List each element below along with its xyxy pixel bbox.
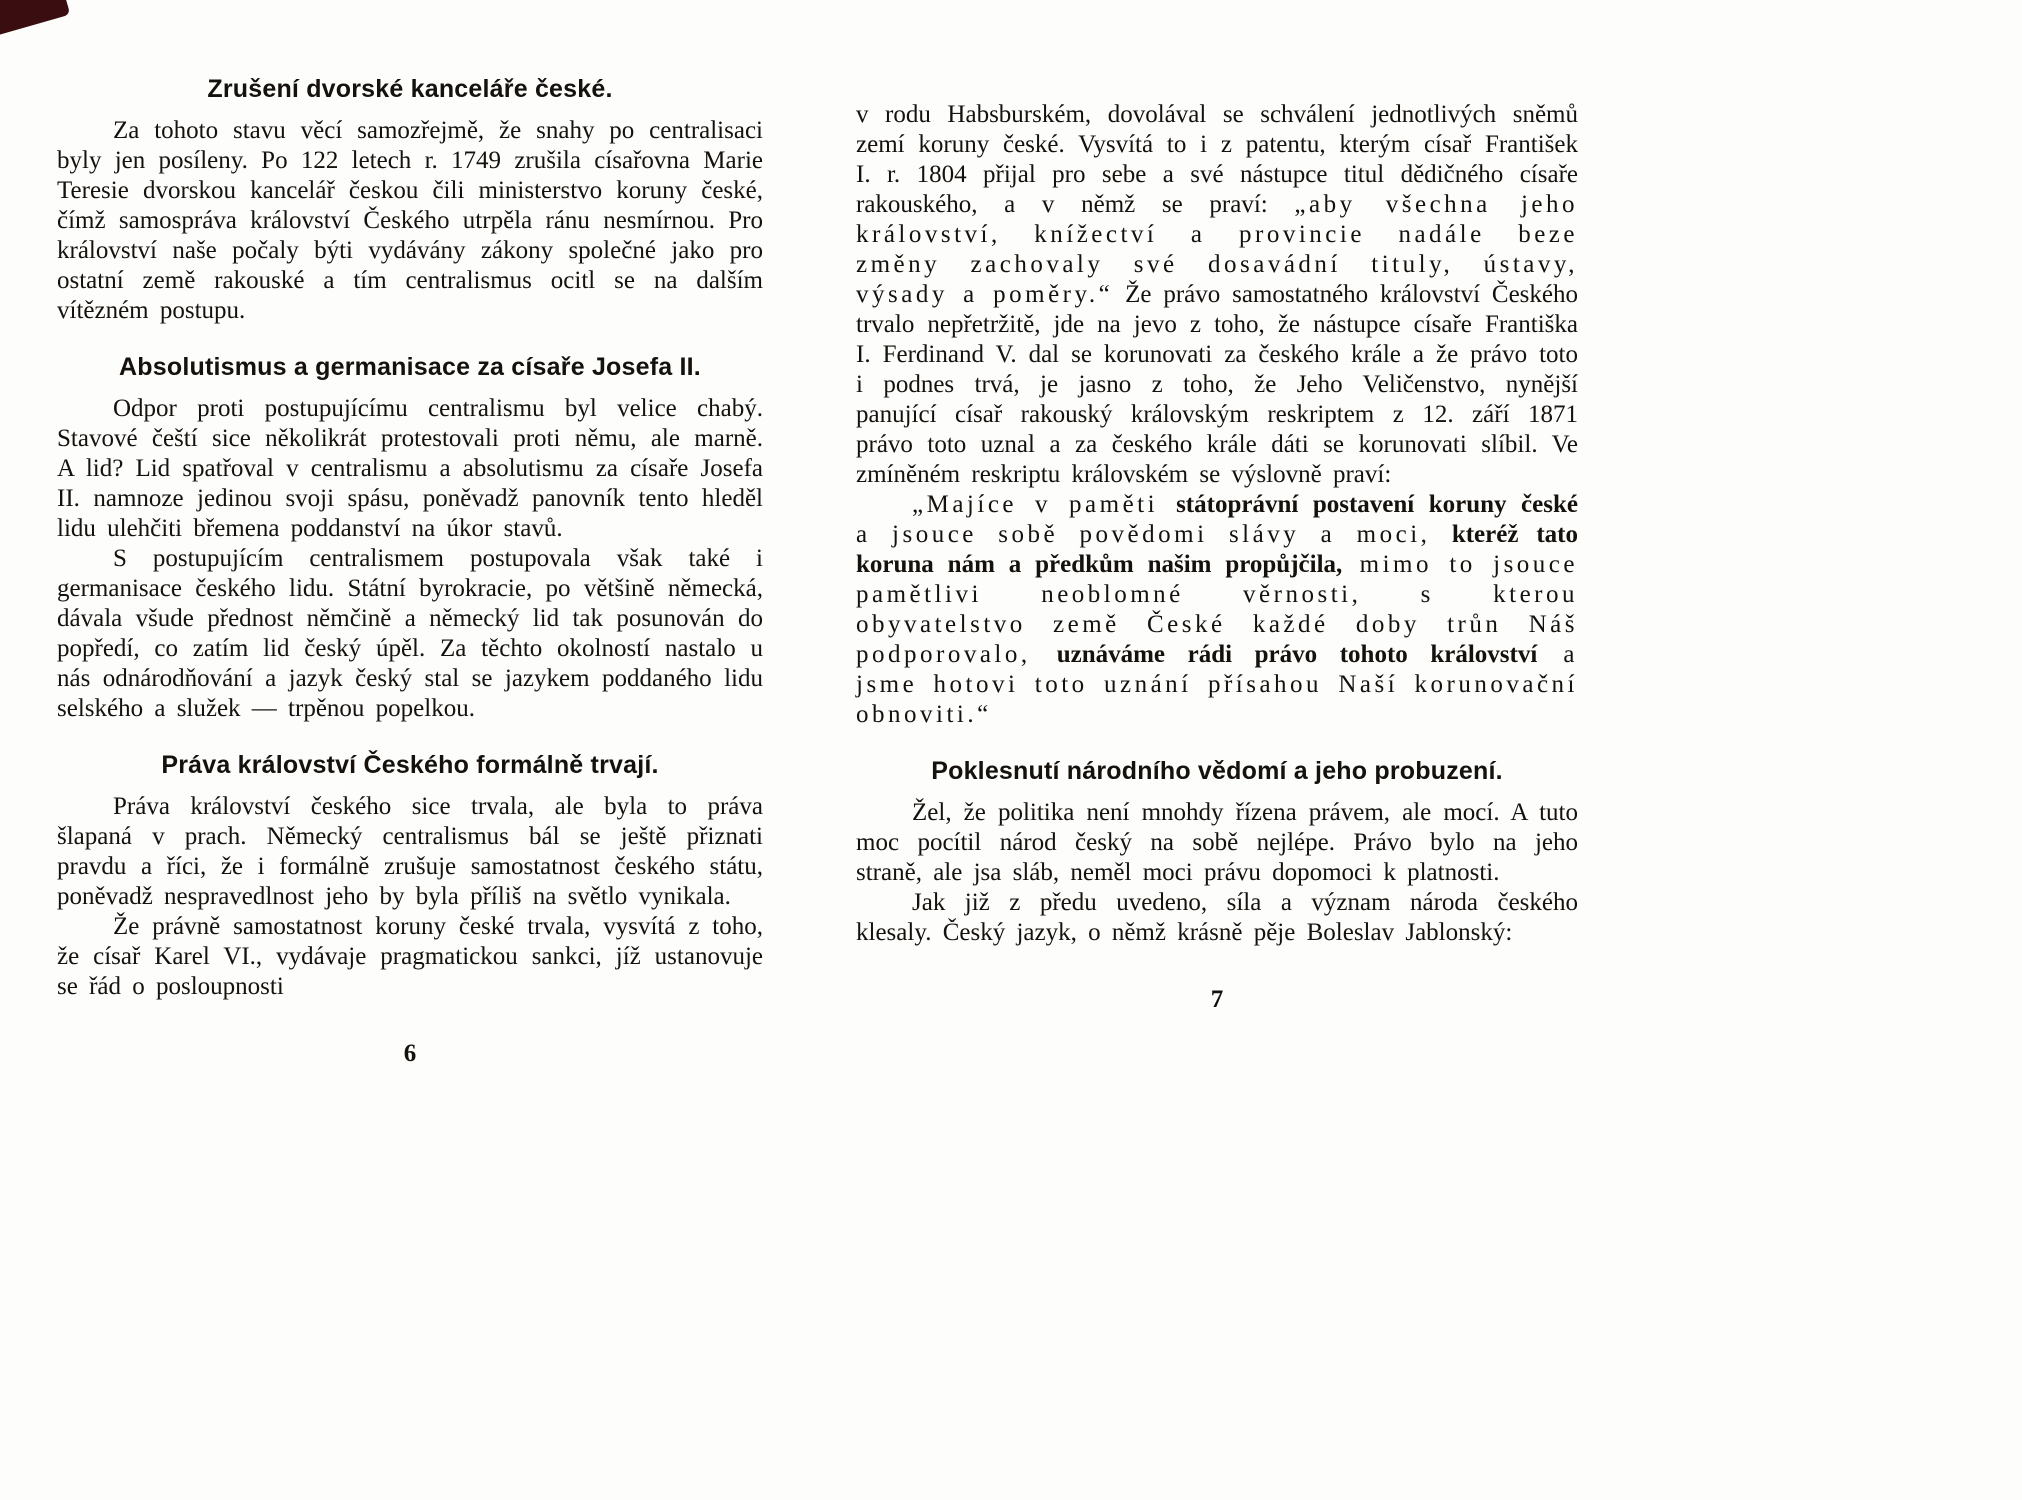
paragraph: Práva království českého sice trvala, ale byla to práva šlapaná v prach. Německý centralismus bál se ještě přiznati pravdu a říci, že i formálně zrušuje samostatnost českého státu, poněvadž nespravedlnost jeho by byla příliš na světlo vynikala. — [57, 793, 763, 910]
section-heading: Absolutismus a germanisace za císaře Josefa II. — [119, 353, 701, 381]
text-run-spaced: mimo to jsouce pamětlivi neoblomné věrnosti, s kterou obyvatelstvo země České každé doby trůn Náš podporovalo, — [856, 551, 1578, 668]
text-run-spaced: a jsme hotovi toto uznání přísahou Naší korunovační obnoviti.“ — [856, 641, 1578, 728]
page-number: 6 — [403, 1040, 417, 1067]
paragraph: Jak již z předu uvedeno, síla a význam národa českého klesaly. Český jazyk, o němž krásně pěje Boleslav Jablonský: — [856, 889, 1578, 946]
paragraph: Za tohoto stavu věcí samozřejmě, že snahy po centralisaci byly jen posíleny. Po 122 letech r. 1749 zrušila císařovna Marie Teresie dvorskou kancelář českou čili ministerstvo koruny české, čímž samospráva království Českého utrpěla ránu nesmírnou. Pro království naše počaly býti vydávány zákony společné jako pro ostatní země rakouské a tím centralismus ocitl se na dalším vítězném postupu. — [57, 117, 763, 324]
paragraph: Žel, že politika není mnohdy řízena právem, ale mocí. A tuto moc pocítil národ český na sobě nejlépe. Právo bylo na jeho straně, ale jsa sláb, neměl moci právu dopomoci k platnosti. — [856, 799, 1578, 886]
text-run-bold: kteréž tato koruna nám a předkům našim propůjčila, — [856, 521, 1578, 578]
section-heading: Zrušení dvorské kanceláře české. — [207, 75, 613, 103]
paragraph-quote — [856, 490, 1578, 730]
section-heading: Poklesnutí národního vědomí a jeho probuzení. — [931, 757, 1503, 785]
page-right — [856, 0, 1578, 1014]
paragraph: Odpor proti postupujícímu centralismu byl velice chabý. Stavové čeští sice několikrát protestovali proti němu, ale marně. A lid? Lid spatřoval v centralismu a absolutismu za císaře Josefa II. namnoze jedinou svoji spásu, poněvadž panovník tento hleděl lidu ulehčiti břemena poddanství na úkor stavů. — [57, 395, 763, 542]
text-run-spaced: a jsouce sobě povědomi slávy a moci, — [856, 521, 1452, 548]
paragraph: S postupujícím centralismem postupovala však také i germanisace českého lidu. Státní byrokracie, po většině německá, dávala všude přednost němčině a německý lid tak posunován do popředí, co zatím lid český úpěl. Za těchto okolností nastalo u nás odnárodňování a jazyk český stal se jazykem poddaného lidu selského a služek — trpěnou popelkou. — [57, 545, 763, 722]
paragraph: Že právně samostatnost koruny české trvala, vysvítá z toho, že císař Karel VI., vydávaje pragmatickou sankci, jíž ustanovuje se řád o posloupnosti — [57, 913, 763, 1000]
page-left — [57, 0, 763, 1068]
text-run: Že právo samostatného království Českého trvalo nepřetržitě, jde na jevo z toho, že nástupce císaře Františka I. Ferdinand V. dal se korunovati za českého krále a že právo toto i podnes trvá, je jasno z toho, že Jeho Veličenstvo, nynější panující císař rakouský královským reskriptem z 12. září 1871 právo toto uznal a za českého krále dáti se korunovati slíbil. Ve zmíněném reskriptu královském se výslovně praví: — [856, 281, 1578, 488]
page-number: 7 — [1210, 986, 1224, 1013]
text-run-spaced: „Majíce v paměti — [912, 491, 1177, 518]
text-run-bold: uznáváme rádi právo tohoto království — [1056, 641, 1538, 668]
section-heading: Práva království Českého formálně trvají. — [161, 751, 659, 779]
paragraph — [856, 100, 1578, 490]
text-run-spaced: „aby všechna jeho království, knížectví a provincie nadále beze změny zachovaly své dosavádní tituly, ústavy, výsady a poměry.“ — [856, 191, 1578, 308]
text-run-bold: státoprávní postavení koruny české — [1176, 491, 1578, 518]
text-run: v rodu Habsburském, dovolával se schválení jednotlivých sněmů zemí koruny české. Vysvítá to i z patentu, kterým císař František I. r. 1804 přijal pro sebe a své nástupce titul dědičného císaře rakouského, a v němž se praví: — [856, 101, 1578, 218]
